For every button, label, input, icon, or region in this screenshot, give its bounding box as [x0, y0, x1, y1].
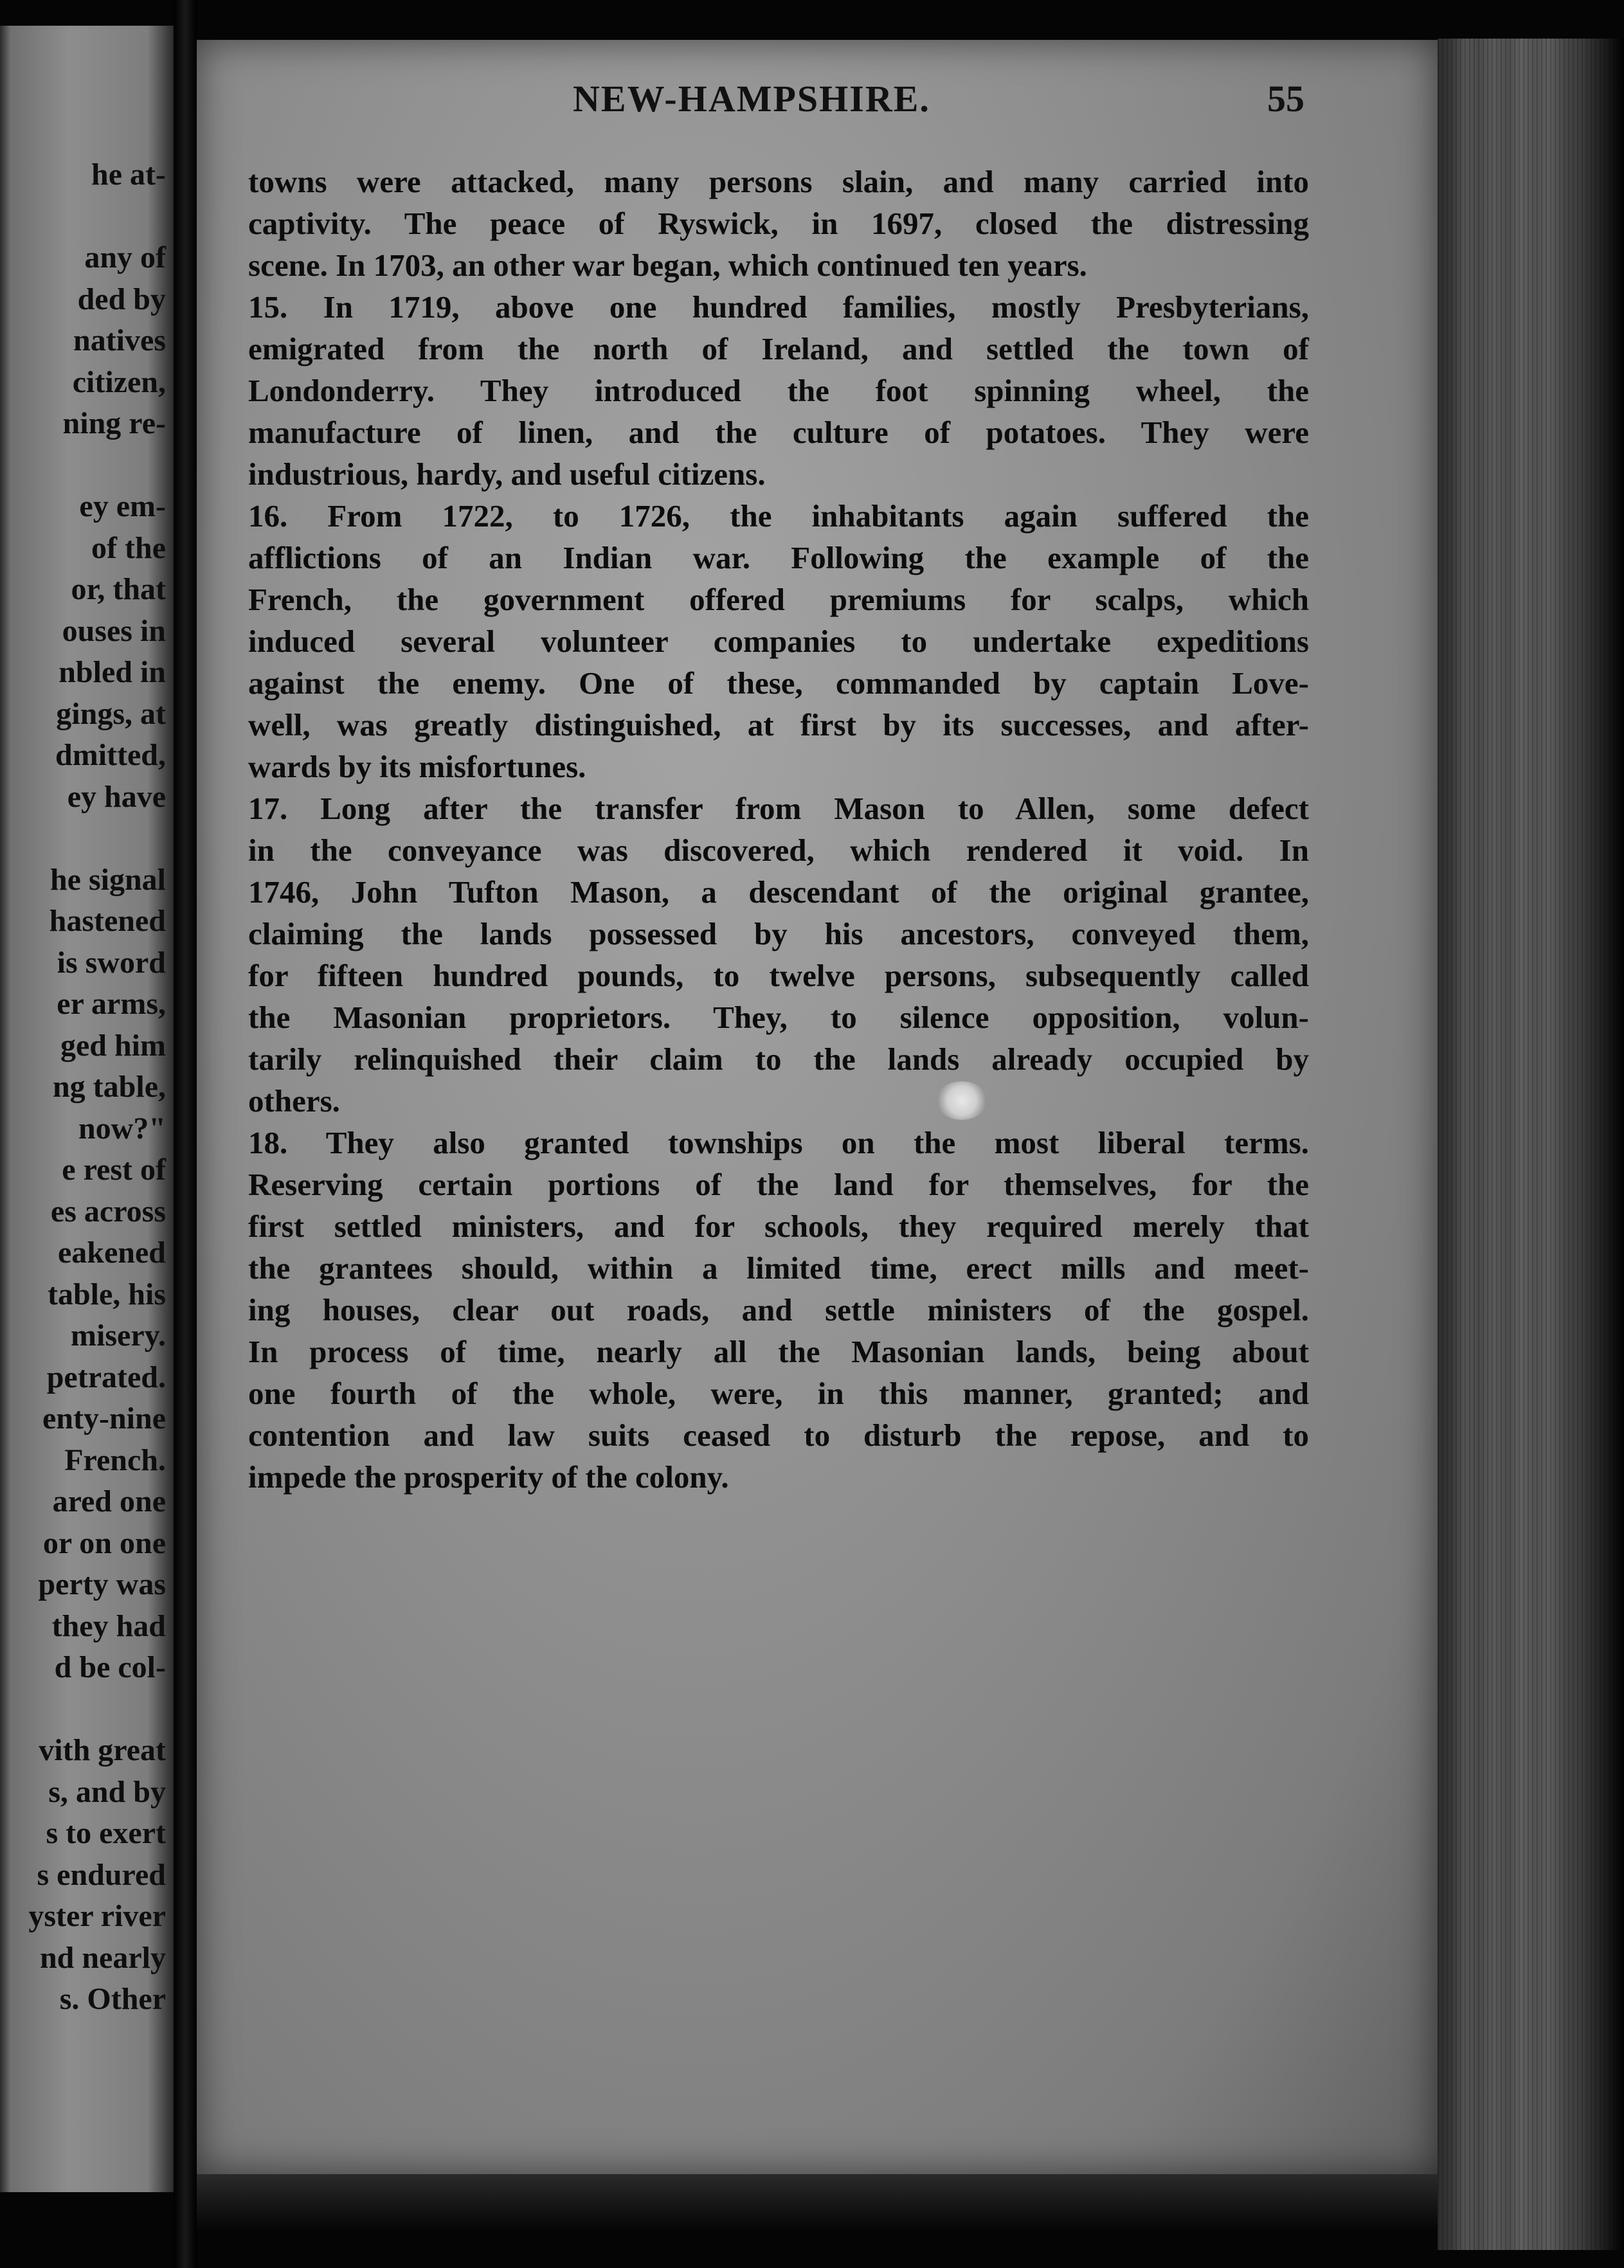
text-line: manufacture of linen, and the culture of potatoes. They were: [248, 415, 1309, 450]
text-line: Reserving certain portions of the land for themselves, for the: [248, 1167, 1309, 1202]
paper-blemish: [936, 1081, 988, 1120]
previous-page-line: ng table,: [52, 1070, 166, 1104]
previous-page-line: is sword: [57, 945, 166, 980]
previous-page-line: he signal: [50, 862, 166, 897]
previous-page-line: ey have: [67, 779, 166, 814]
previous-page-line: ared one: [52, 1484, 166, 1518]
previous-page-line: table, his: [47, 1277, 166, 1311]
previous-page-line: nd nearly: [39, 1940, 166, 1975]
previous-page-line: or, that: [71, 572, 166, 606]
page-bottom-shadow: [197, 2174, 1438, 2268]
previous-page-line: or on one: [42, 1526, 166, 1560]
previous-page-line: s, and by: [48, 1774, 166, 1809]
text-line: impede the prosperity of the colony.: [248, 1459, 729, 1495]
text-line: against the enemy. One of these, commanded by captain Love-: [248, 665, 1309, 701]
previous-page-line: vith great: [39, 1733, 166, 1767]
text-line: 15. In 1719, above one hundred families, mostly Presbyterians,: [248, 289, 1309, 325]
page-header-title: NEW-HAMPSHIRE.: [573, 78, 930, 120]
text-line: 16. From 1722, to 1726, the inhabitants again suffered the: [248, 498, 1309, 534]
previous-page-text: [0, 154, 166, 2021]
text-line: French, the government offered premiums for scalps, which: [248, 582, 1309, 617]
text-line: wards by its misfortunes.: [248, 749, 586, 784]
text-line: industrious, hardy, and useful citizens.: [248, 456, 766, 492]
previous-page-line: of the: [91, 530, 166, 565]
text-line: one fourth of the whole, were, in this manner, granted; and: [248, 1376, 1309, 1411]
text-line: others.: [248, 1083, 340, 1119]
previous-page-line: s endured: [37, 1857, 166, 1892]
previous-page-line: hastened: [49, 904, 166, 938]
text-line: well, was greatly distinguished, at first by its successes, and after-: [248, 707, 1309, 742]
previous-page-line: yster river: [28, 1899, 166, 1933]
text-line: claiming the lands possessed by his ancestors, conveyed them,: [248, 916, 1309, 951]
text-line: the grantees should, within a limited time, erect mills and meet-: [248, 1250, 1309, 1286]
previous-page-line: he at-: [91, 158, 166, 192]
text-line: Londonderry. They introduced the foot spinning wheel, the: [248, 373, 1309, 408]
book-page: [197, 40, 1438, 2174]
previous-page-line: [0, 196, 166, 238]
previous-page-line: misery.: [71, 1318, 166, 1353]
previous-page-line: ey em-: [79, 489, 166, 523]
text-line: first settled ministers, and for schools, they required merely that: [248, 1209, 1309, 1244]
previous-page-line: [0, 818, 166, 860]
text-line: emigrated from the north of Ireland, and settled the town of: [248, 331, 1309, 366]
previous-page-line: ded by: [77, 282, 166, 316]
previous-page-line: ged him: [60, 1028, 166, 1063]
previous-page-line: French.: [64, 1443, 166, 1477]
previous-page-edge: [0, 26, 174, 2192]
previous-page-line: d be col-: [54, 1650, 166, 1684]
previous-page-line: [0, 445, 166, 487]
text-line: 1746, John Tufton Mason, a descendant of the original grantee,: [248, 874, 1309, 910]
body-text: [248, 161, 1309, 1498]
text-line: for fifteen hundred pounds, to twelve persons, subsequently called: [248, 958, 1309, 993]
previous-page-line: any of: [84, 240, 166, 274]
book-gutter: [174, 0, 197, 2268]
previous-page-line: gings, at: [56, 696, 166, 731]
text-line: tarily relinquished their claim to the lands already occupied by: [248, 1041, 1309, 1077]
text-line: contention and law suits ceased to disturb the repose, and to: [248, 1418, 1309, 1453]
previous-page-line: er arms,: [57, 987, 166, 1021]
text-line: 18. They also granted townships on the most liberal terms.: [248, 1125, 1309, 1160]
previous-page-line: petrated.: [46, 1360, 166, 1394]
previous-page-line: e rest of: [62, 1153, 166, 1187]
text-line: towns were attacked, many persons slain, and many carried into: [248, 164, 1309, 199]
text-line: captivity. The peace of Ryswick, in 1697, closed the distressing: [248, 206, 1309, 241]
text-line: induced several volunteer companies to undertake expeditions: [248, 624, 1309, 659]
previous-page-line: ouses in: [62, 613, 166, 648]
previous-page-line: ning re-: [62, 406, 166, 440]
book-fore-edge: [1438, 39, 1624, 2250]
text-line: scene. In 1703, an other war began, which continued ten years.: [248, 248, 1087, 283]
page-number: 55: [1267, 78, 1304, 120]
previous-page-line: now?": [78, 1111, 166, 1146]
previous-page-line: s to exert: [46, 1816, 166, 1850]
previous-page-line: s. Other: [59, 1982, 166, 2016]
text-line: ing houses, clear out roads, and settle ministers of the gospel.: [248, 1292, 1309, 1328]
text-line: afflictions of an Indian war. Following the example of the: [248, 540, 1309, 575]
previous-page-line: enty-nine: [42, 1401, 166, 1436]
previous-page-line: perty was: [38, 1567, 166, 1601]
previous-page-line: [0, 1689, 166, 1731]
text-line: in the conveyance was discovered, which rendered it void. In: [248, 833, 1309, 868]
previous-page-line: they had: [51, 1608, 166, 1643]
text-line: In process of time, nearly all the Masonian lands, being about: [248, 1334, 1309, 1369]
previous-page-line: natives: [73, 323, 166, 357]
running-head: [197, 77, 1438, 135]
previous-page-line: citizen,: [72, 364, 166, 399]
text-line: the Masonian proprietors. They, to silence opposition, volun-: [248, 1000, 1309, 1035]
previous-page-line: eakened: [58, 1236, 166, 1270]
previous-page-line: es across: [50, 1194, 166, 1228]
text-line: 17. Long after the transfer from Mason to Allen, some defect: [248, 791, 1309, 826]
previous-page-line: nbled in: [59, 655, 166, 689]
previous-page-line: dmitted,: [55, 738, 166, 772]
